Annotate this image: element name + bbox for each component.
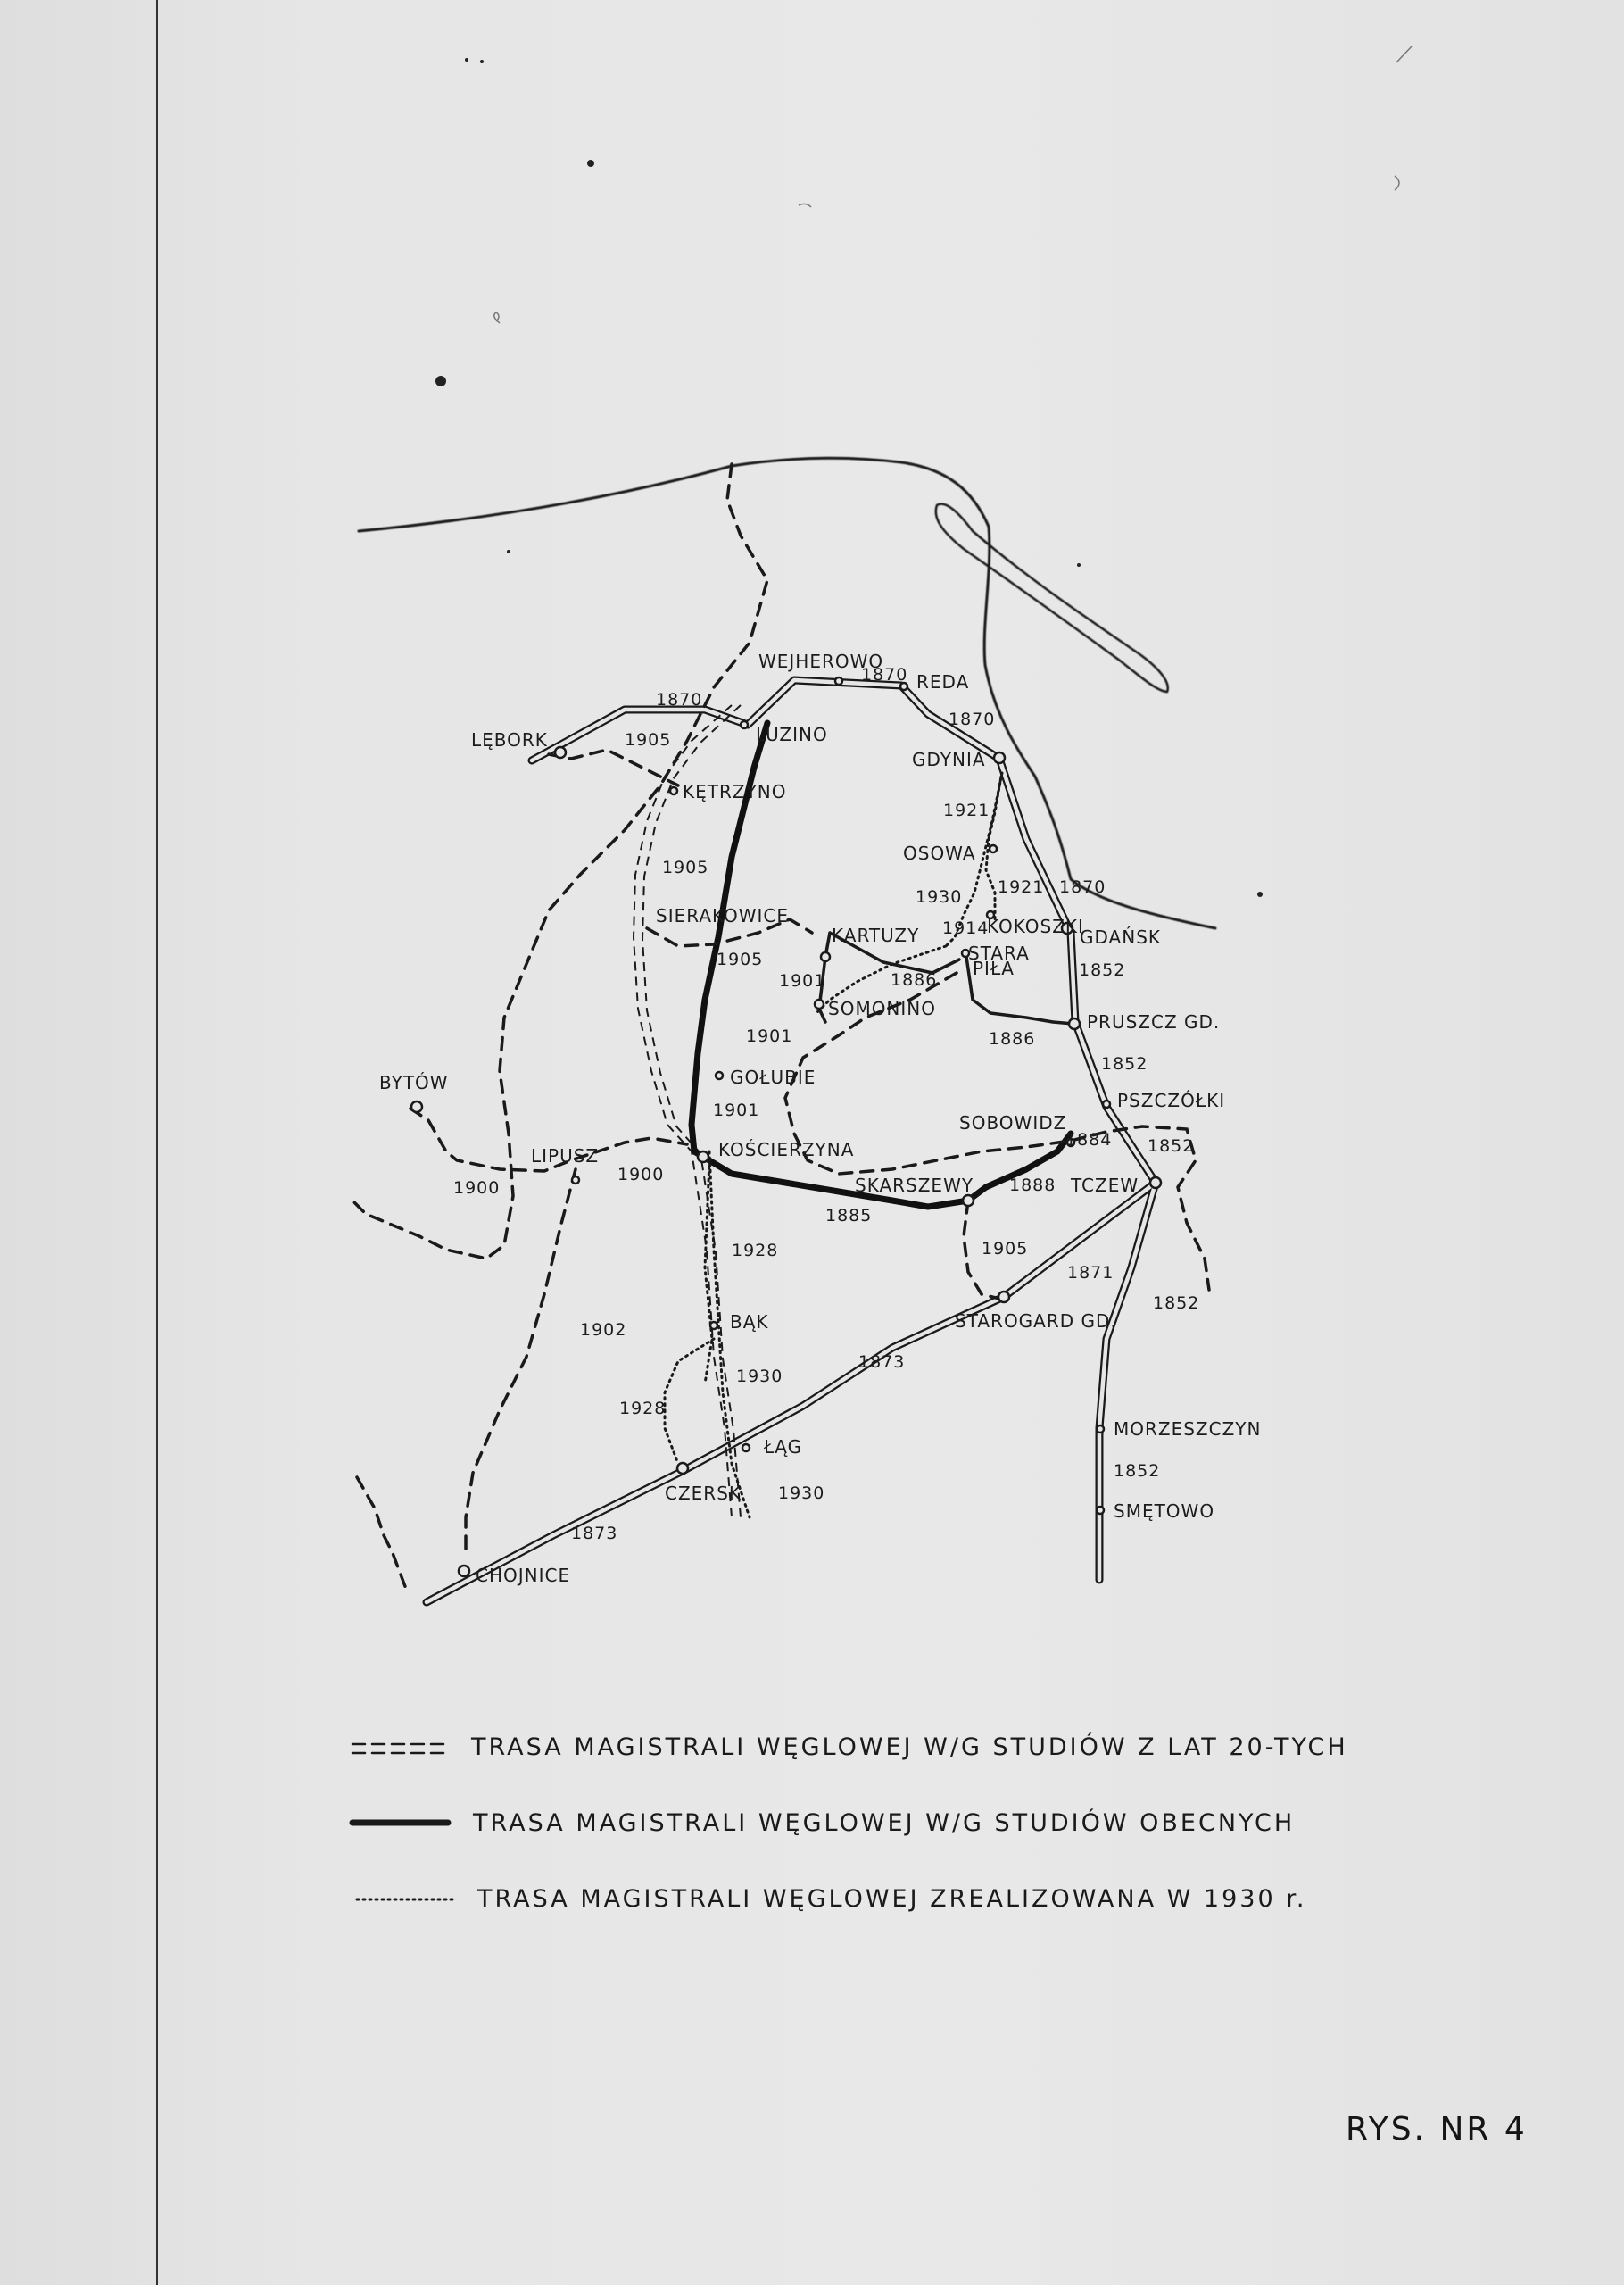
label-kokoszki: KOKOSZKI [987, 916, 1084, 937]
label-gdynia: GDYNIA [912, 749, 986, 770]
label-lebork: LĘBORK [471, 729, 548, 751]
legend-symbol-double-dashed [352, 1744, 451, 1753]
station-marker-bytow [411, 1101, 422, 1112]
year-label: 1873 [858, 1352, 906, 1372]
year-label: 1870 [1059, 877, 1106, 897]
year-label: 1928 [732, 1241, 779, 1260]
label-golubie: GOŁUBIE [730, 1067, 816, 1088]
year-label: 1900 [453, 1178, 501, 1198]
legend-symbols [352, 1744, 455, 1899]
year-label: 1901 [779, 971, 826, 991]
year-label: 1852 [1153, 1293, 1200, 1313]
legend-label-current-route: TRASA MAGISTRALI WĘGLOWEJ W/G STUDIÓW OBECNYCH [473, 1809, 1296, 1837]
year-label: 1852 [1101, 1054, 1148, 1074]
year-label: 1900 [617, 1165, 665, 1184]
station-marker-wejherowo [835, 677, 842, 685]
year-label: 1930 [916, 887, 963, 907]
year-label: 1884 [1065, 1130, 1113, 1150]
label-starogard: STAROGARD GD. [955, 1310, 1117, 1332]
year-label: 1914 [942, 918, 990, 938]
station-marker-ketrzyno [670, 787, 677, 794]
station-marker-luzino [741, 721, 748, 728]
year-label: 1930 [736, 1367, 783, 1386]
pencil-marks [494, 46, 1412, 323]
year-label: 1905 [982, 1239, 1029, 1259]
year-label: 1870 [656, 690, 703, 710]
label-stara-pila-1: STARA [968, 943, 1030, 964]
station-marker-chojnice [459, 1566, 469, 1576]
label-lipusz: LIPUSZ [531, 1145, 600, 1167]
figure-label: RYS. NR 4 [1346, 2111, 1528, 2148]
label-somonino: SOMONINO [828, 998, 936, 1019]
station-marker-somonino [815, 1000, 824, 1009]
label-koscierzyna: KOŚCIERZYNA [718, 1139, 855, 1160]
station-marker-golubie [716, 1072, 723, 1079]
year-label: 1870 [861, 665, 908, 685]
station-marker-pszczolki [1103, 1101, 1110, 1108]
station-marker-skarszewy [963, 1195, 974, 1206]
label-pruszcz: PRUSZCZ GD. [1087, 1011, 1221, 1033]
label-skarszewy: SKARSZEWY [855, 1175, 974, 1196]
label-reda: REDA [916, 671, 970, 693]
station-marker-osowa [990, 845, 997, 852]
label-kartuzy: KARTUZY [832, 925, 920, 946]
label-bytow: BYTÓW [379, 1072, 449, 1093]
label-luzino: LUZINO [756, 724, 828, 745]
year-label: 1905 [717, 950, 764, 969]
label-tczew: TCZEW [1071, 1175, 1139, 1196]
station-marker-pruszcz [1069, 1018, 1080, 1029]
station-marker-gdynia [994, 752, 1005, 763]
station-marker-lebork [555, 747, 566, 758]
label-wejherowo: WEJHEROWO [758, 651, 884, 672]
year-label: 1905 [662, 858, 709, 877]
station-marker-lipusz [572, 1176, 579, 1184]
label-lag: ŁĄG [764, 1436, 803, 1458]
year-label: 1886 [891, 970, 938, 990]
station-marker-bak [710, 1322, 717, 1329]
label-czersk: CZERSK [665, 1483, 742, 1504]
label-ketrzyno: KĘTRZYNO [683, 781, 787, 802]
label-sobowidz: SOBOWIDZ [959, 1112, 1067, 1134]
label-pszczolki: PSZCZÓŁKI [1117, 1090, 1226, 1111]
station-marker-koscierzyna [698, 1151, 708, 1162]
paper-specks [435, 58, 1263, 897]
label-gdansk: GDAŃSK [1080, 926, 1161, 948]
year-label: 1871 [1067, 1263, 1114, 1283]
label-osowa: OSOWA [903, 843, 976, 864]
legend-label-1930-route: TRASA MAGISTRALI WĘGLOWEJ ZREALIZOWANA W 1930 r. [477, 1885, 1307, 1913]
year-label: 1852 [1148, 1136, 1195, 1156]
year-label: 1873 [571, 1524, 618, 1543]
year-label: 1852 [1079, 960, 1126, 980]
station-marker-czersk [677, 1463, 688, 1474]
year-label: 1921 [943, 801, 990, 820]
year-label: 1928 [619, 1399, 667, 1418]
year-label: 1901 [713, 1101, 760, 1120]
label-chojnice: CHOJNICE [476, 1565, 571, 1586]
year-label: 1885 [825, 1206, 873, 1226]
year-label: 1902 [580, 1320, 627, 1340]
year-label: 1905 [625, 730, 672, 750]
station-marker-starogard [998, 1292, 1009, 1302]
label-stara-pila-2: PIŁA [973, 958, 1015, 979]
legend-label-1920s-route: TRASA MAGISTRALI WĘGLOWEJ W/G STUDIÓW Z LAT 20-TYCH [471, 1733, 1348, 1761]
year-label: 1921 [998, 877, 1045, 897]
station-marker-smetowo [1097, 1507, 1104, 1514]
label-smetowo: SMĘTOWO [1114, 1500, 1215, 1522]
label-bak: BĄK [730, 1311, 769, 1333]
year-label: 1930 [778, 1483, 825, 1503]
year-label: 1888 [1009, 1176, 1056, 1195]
year-label: 1870 [949, 710, 996, 729]
label-sierakowice: SIERAKOWICE [656, 905, 790, 926]
year-label: 1886 [989, 1029, 1036, 1049]
label-morzeszczyn: MORZESZCZYN [1114, 1418, 1262, 1440]
station-marker-tczew [1150, 1177, 1161, 1188]
year-labels [453, 665, 1199, 1543]
year-label: 1852 [1114, 1461, 1161, 1481]
station-marker-morzeszczyn [1097, 1425, 1104, 1433]
coastline [359, 458, 1215, 928]
year-label: 1901 [746, 1026, 793, 1046]
hel-peninsula [936, 504, 1168, 692]
station-labels [379, 651, 1261, 1586]
station-marker-lag [742, 1444, 750, 1451]
station-marker-kartuzy [821, 952, 830, 961]
